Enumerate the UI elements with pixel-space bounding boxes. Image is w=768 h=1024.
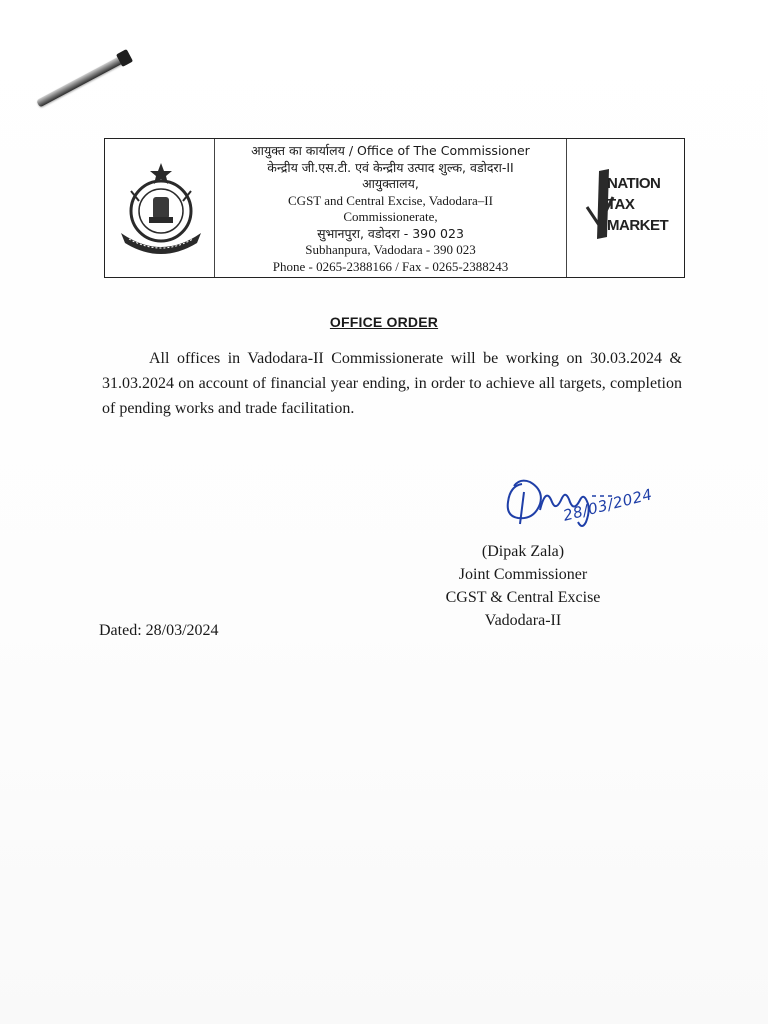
- order-body-text: All offices in Vadodara-II Commissionerate will be working on 30.03.2024 & 31.03.2024 on account of financial year ending, in order to achieve all targets, completion of pending works and trade facilitation.: [102, 350, 682, 417]
- signature: [500, 472, 670, 547]
- logo-word-tax: TAX: [607, 196, 635, 213]
- letterhead: [104, 138, 685, 278]
- cbic-emblem-icon: [115, 161, 207, 261]
- signatory-department: CGST & Central Excise: [445, 589, 601, 606]
- hindi-commissionerate-line: आयुक्तालय,: [362, 176, 419, 191]
- letterhead-logo-cell: [566, 139, 684, 277]
- order-title: OFFICE ORDER: [329, 314, 439, 330]
- english-address-line: Subhanpura, Vadodara - 390 023: [305, 242, 476, 257]
- signatory-designation: Joint Commissioner: [458, 566, 588, 583]
- order-body: [102, 346, 682, 421]
- english-department-line: CGST and Central Excise, Vadodara–II: [288, 192, 493, 208]
- letterhead-emblem-cell: [105, 139, 215, 277]
- signatory-location: Vadodara-II: [484, 612, 562, 629]
- signatory-block: [428, 540, 618, 632]
- hindi-department-line: केन्द्रीय जी.एस.टी. एवं केन्द्रीय उत्पाद शुल्क, वडोदरा-II: [267, 159, 514, 175]
- dated-line: Dated: 28/03/2024: [99, 622, 219, 639]
- signatory-name: (Dipak Zala): [481, 543, 565, 560]
- logo-word-market: MARKET: [607, 217, 669, 234]
- nation-tax-market-logo-text: [607, 173, 668, 236]
- english-commissionerate-line: Commissionerate,: [343, 209, 438, 224]
- hindi-address-line: सुभानपुरा, वडोदरा - 390 023: [317, 225, 464, 241]
- letterhead-address: [215, 143, 566, 275]
- phone-fax-line: Phone - 0265-2388166 / Fax - 0265-2388243: [272, 258, 509, 274]
- office-title-line: आयुक्त का कार्यालय / Office of The Commissioner: [251, 143, 530, 158]
- signature-date: 28/03/2024: [561, 485, 655, 525]
- logo-word-nation: NATION: [607, 175, 661, 192]
- staple-pin: [36, 54, 128, 108]
